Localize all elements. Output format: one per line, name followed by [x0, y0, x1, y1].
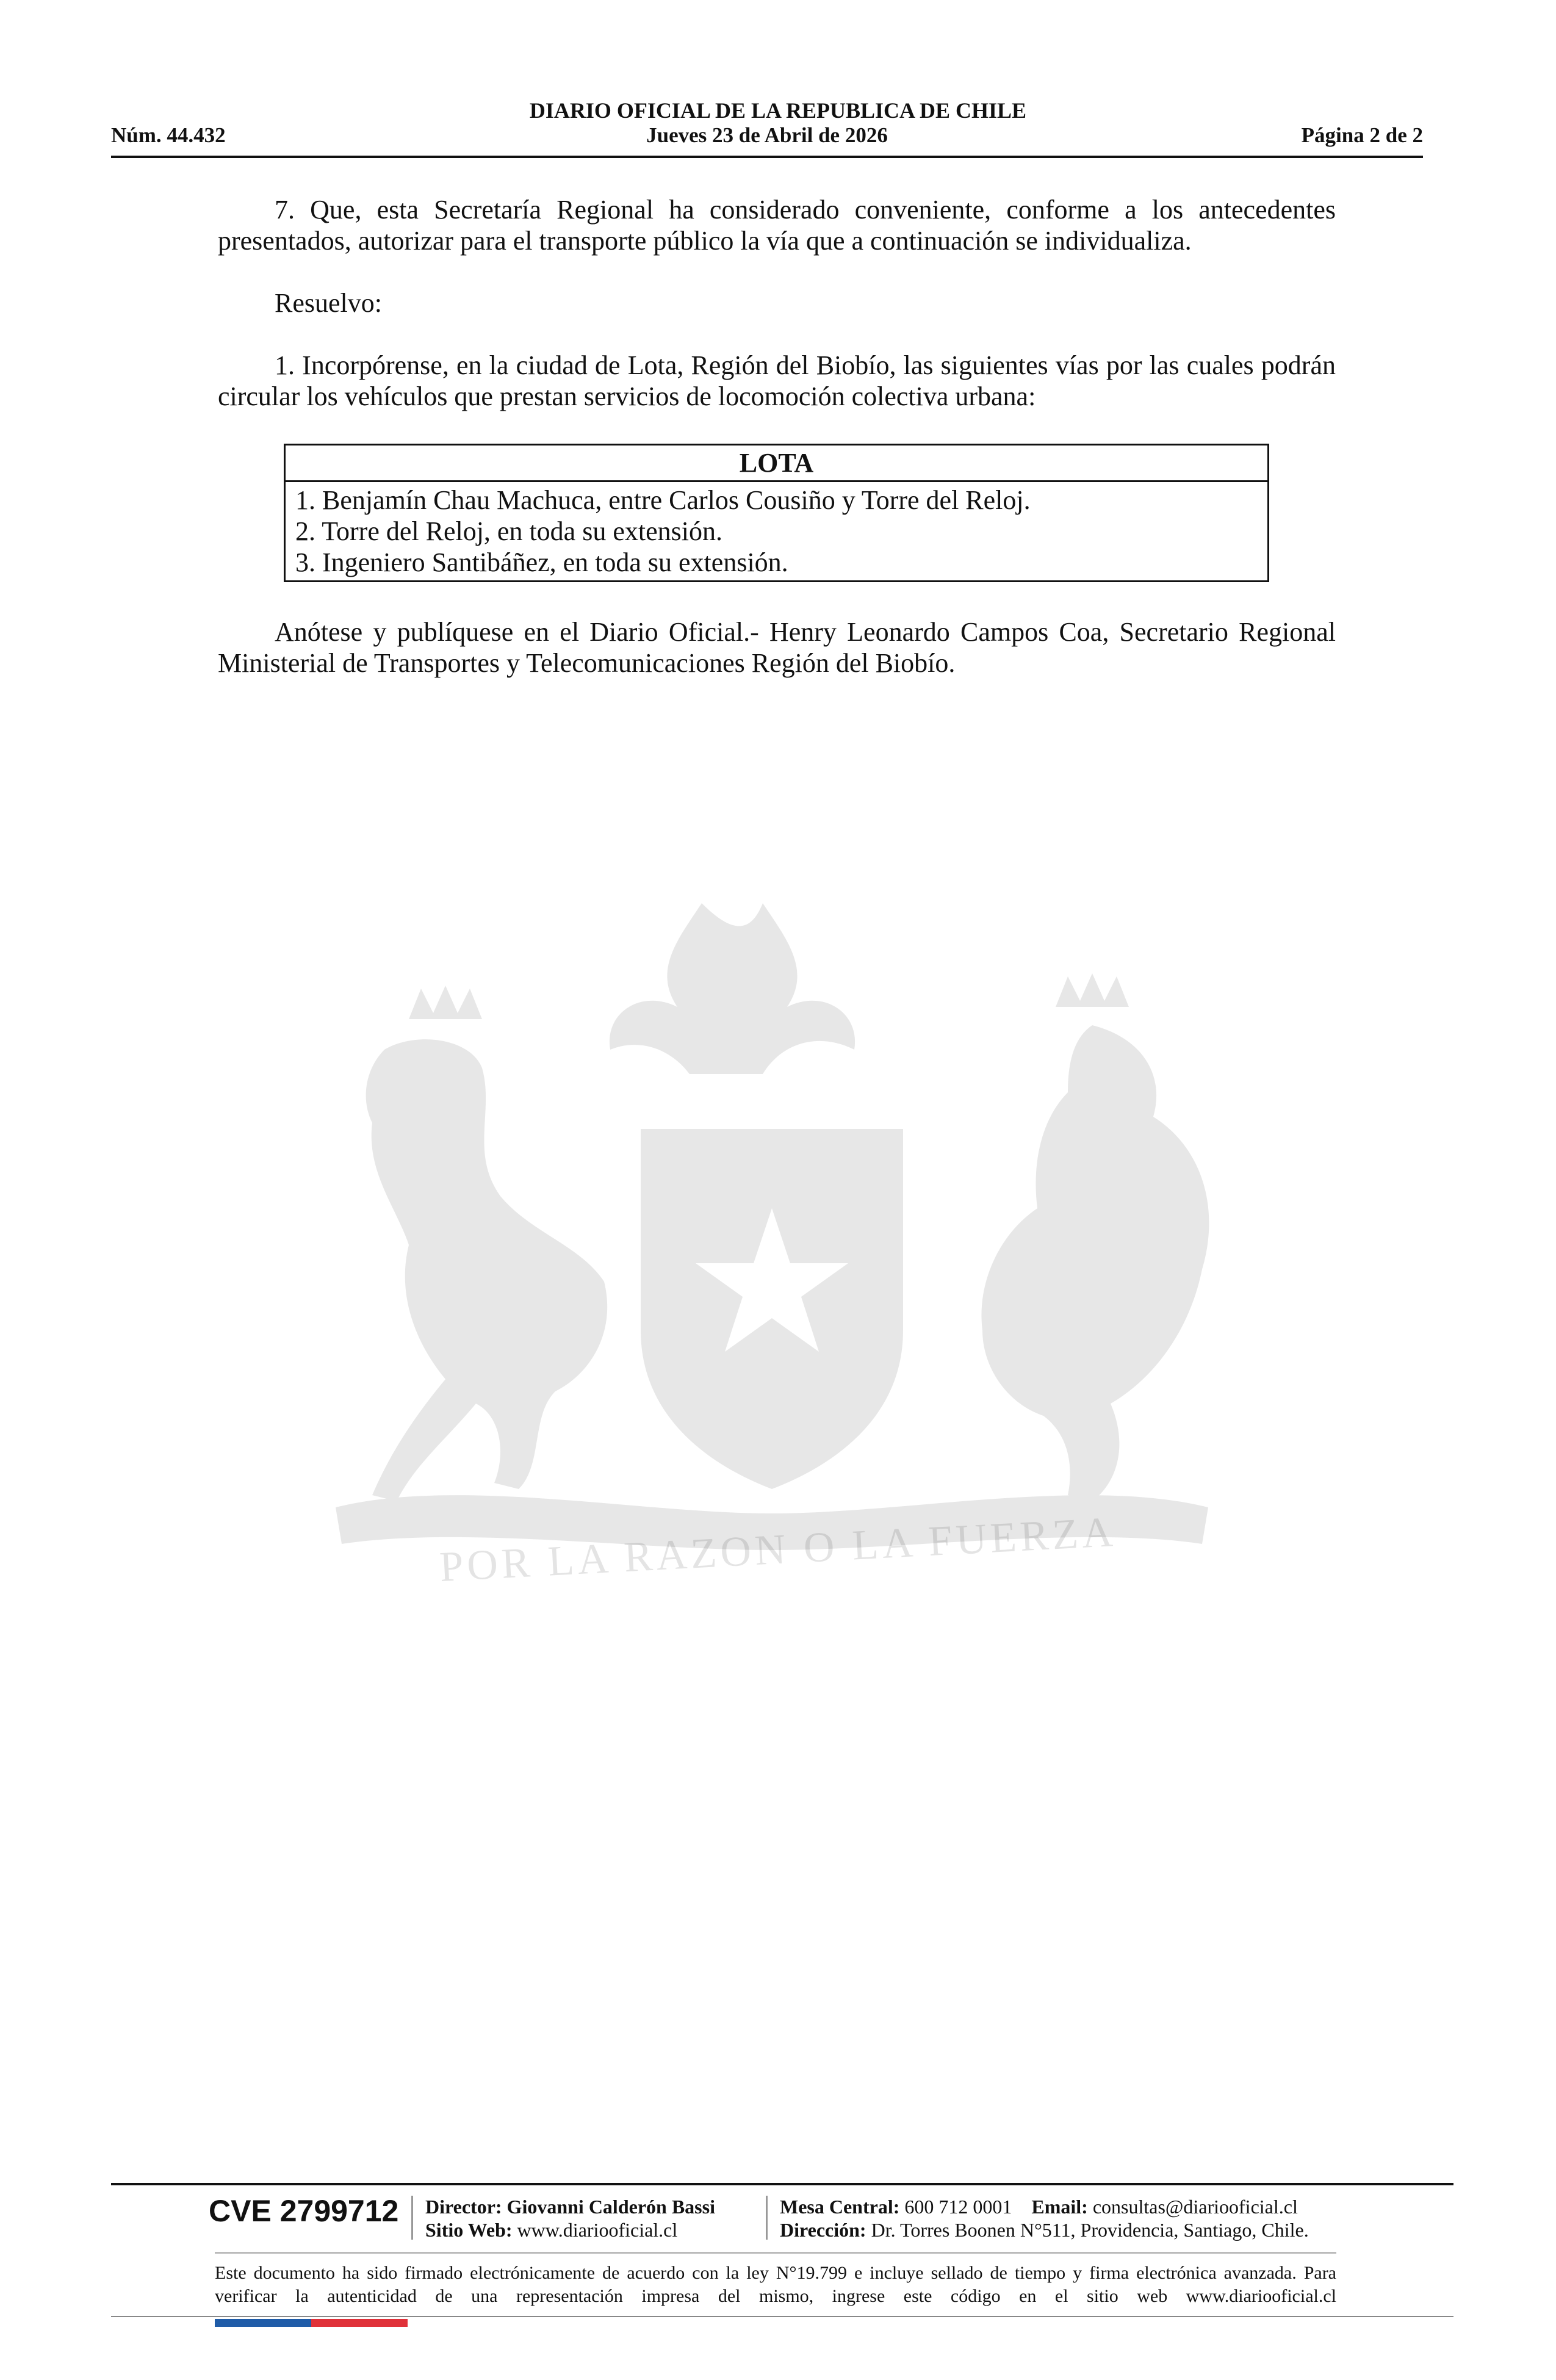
flag-stripe-red	[311, 2319, 408, 2327]
website-label: Sitio Web:	[425, 2219, 513, 2241]
table-row: 1. Benjamín Chau Machuca, entre Carlos Cousiño y Torre del Reloj.	[295, 485, 1031, 515]
email-link[interactable]: consultas@diariooficial.cl	[1092, 2196, 1298, 2218]
header-divider	[111, 156, 1423, 158]
footer-inner-divider	[215, 2252, 1336, 2254]
resuelvo-heading: Resuelvo:	[275, 288, 382, 318]
bottom-divider	[111, 2316, 1453, 2317]
footer-divider	[111, 2183, 1453, 2185]
signature-paragraph: Anótese y publíquese en el Diario Oficial.- Henry Leonardo Campos Coa, Secretario Regional Ministerial de Transportes y Telecomunicaciones Región del Biobío.	[218, 617, 1336, 678]
legal-notice: Este documento ha sido firmado electrónicamente de acuerdo con la ley N°19.799 e incluye sellado de tiempo y firma electrónica avanzada. Para verificar la autenticidad de una representación impresa del mismo, ingrese este código en el sitio web www.diariooficial.cl	[215, 2263, 1336, 2306]
table-row: 2. Torre del Reloj, en toda su extensión.	[295, 516, 722, 546]
mesa-label: Mesa Central:	[780, 2196, 900, 2218]
address-value: Dr. Torres Boonen N°511, Providencia, Santiago, Chile.	[871, 2219, 1309, 2241]
signature-block	[218, 616, 1336, 679]
document-body	[218, 194, 1336, 412]
publication-title: DIARIO OFICIAL DE LA REPUBLICA DE CHILE	[529, 98, 1027, 123]
mesa-value: 600 712 0001	[904, 2196, 1012, 2218]
director-name: Giovanni Calderón Bassi	[506, 2196, 715, 2218]
address-label: Dirección:	[780, 2219, 866, 2241]
table-header: LOTA	[286, 445, 1267, 482]
footer-separator	[411, 2196, 413, 2240]
cve-code: CVE 2799712	[209, 2194, 399, 2228]
issue-date: Jueves 23 de Abril de 2026	[646, 123, 888, 147]
email-label: Email:	[1031, 2196, 1088, 2218]
table-body	[286, 482, 1267, 580]
director-label: Director:	[425, 2196, 502, 2218]
footer-separator	[766, 2196, 768, 2240]
footer-director-block	[425, 2195, 715, 2241]
watermark-motto: POR LA RAZON O LA FUERZA	[438, 1508, 1118, 1592]
table-row: 3. Ingeniero Santibáñez, en toda su extensión.	[295, 547, 788, 577]
considerando-7: 7. Que, esta Secretaría Regional ha considerado conveniente, conforme a los antecedentes presentados, autorizar para el transporte público la vía que a continuación se individualiza.	[218, 195, 1336, 256]
flag-stripe-blue	[215, 2319, 311, 2327]
routes-table	[284, 444, 1269, 582]
page-number: Página 2 de 2	[1301, 123, 1423, 147]
footer-contact-block	[780, 2195, 1309, 2241]
issue-number: Núm. 44.432	[111, 123, 226, 147]
website-link[interactable]: www.diariooficial.cl	[517, 2219, 678, 2241]
resolution-1: 1. Incorpórense, en la ciudad de Lota, Región del Biobío, las siguientes vías por las cuales podrán circular los vehículos que prestan servicios de locomoción colectiva urbana:	[218, 350, 1336, 411]
